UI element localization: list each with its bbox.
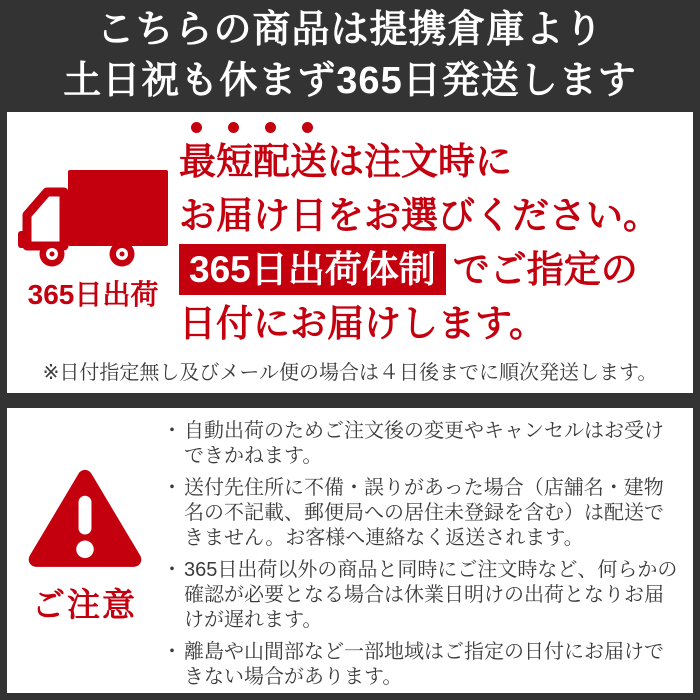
- shipping-headline: [179, 112, 660, 351]
- caution-bullet-list: [162, 408, 693, 693]
- warning-triangle-icon: [25, 463, 145, 576]
- emphasis-dot: [302, 122, 313, 133]
- bullet-marker: ・: [162, 641, 182, 663]
- truck-column: [7, 112, 179, 351]
- headline-line4: 日付にお届けします。: [179, 303, 547, 344]
- bullet-marker: ・: [162, 420, 182, 442]
- top-banner: [0, 0, 700, 112]
- caution-panel: [7, 408, 693, 693]
- caution-column: [7, 408, 162, 693]
- caution-bullet-3: [162, 558, 681, 633]
- bullet-marker: ・: [162, 477, 182, 499]
- caution-bullet-2: [162, 476, 681, 551]
- top-banner-line1: こちらの商品は提携倉庫より: [96, 9, 604, 51]
- headline-line1: 最短配送は注文時に: [179, 141, 512, 182]
- headline-line2: お届け日をお選びください。: [179, 195, 660, 236]
- caution-bullet-2-text: 送付先住所に不備・誤りがあった場合（店舗名・建物名の不記載、郵便局への居住未登録を含む）は配送できません。お客様へ連絡なく返送されます。: [184, 477, 664, 549]
- truck-caption: 365日出荷: [27, 279, 159, 310]
- shipping-info-panel: [7, 112, 693, 393]
- headline-line3-rest: でご指定の: [452, 249, 638, 290]
- top-banner-line2: 土日祝も休まず365日発送します: [63, 60, 637, 102]
- caution-bullet-1-text: 自動出荷のためご注文後の変更やキャンセルはお受けできかねます。: [184, 420, 664, 467]
- caution-caption: ご注意: [32, 586, 137, 623]
- emphasis-dot: [228, 122, 239, 133]
- emphasis-dot: [191, 122, 202, 133]
- caution-bullet-1: [162, 419, 681, 469]
- emphasis-dot: [265, 122, 276, 133]
- emphasis-dots: [191, 122, 660, 134]
- truck-icon: [18, 170, 168, 272]
- shipping-row: [7, 112, 693, 351]
- headline-line3: [179, 243, 660, 297]
- caution-bullet-4-text: 離島や山間部など一部地域はご指定の日付にお届けできない場合があります。: [184, 641, 664, 688]
- caution-bullet-3-text: 365日出荷以外の商品と同時にご注文時など、何らかの確認が必要となる場合は休業日明けの出荷となりお届けが遅れます。: [184, 559, 678, 631]
- caution-bullet-4: [162, 640, 681, 690]
- shipping-note: ※日付指定無し及びメール便の場合は４日後までに順次発送します。: [42, 362, 658, 384]
- highlight-badge: 365日出荷体制: [179, 244, 446, 295]
- bullet-marker: ・: [162, 559, 182, 581]
